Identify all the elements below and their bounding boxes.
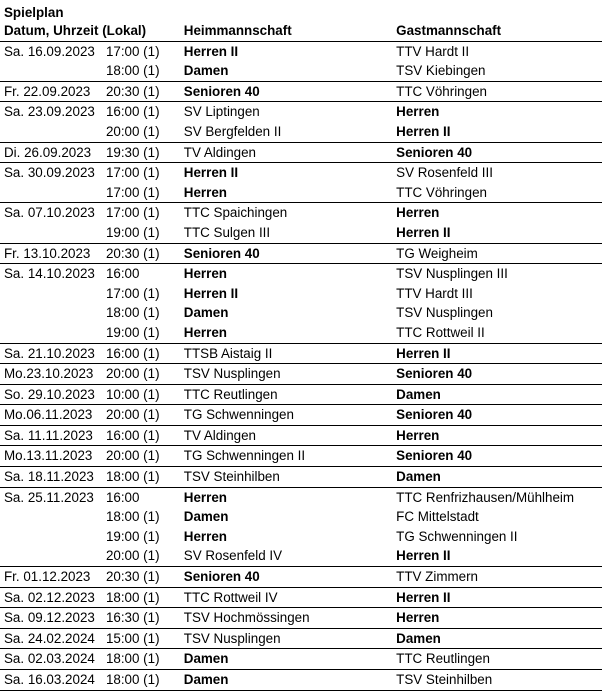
time-cell: 20:00 (1) — [102, 446, 180, 467]
date-cell: Sa. 07.10.2023 — [0, 203, 102, 223]
home-team-cell: TSV Steinhilben — [180, 467, 392, 488]
guest-team-cell: Damen — [392, 467, 602, 488]
date-cell: Fr. 22.09.2023 — [0, 81, 102, 102]
home-team-cell: Damen — [183, 509, 229, 525]
guest-team-cell: TTC Vöhringen — [392, 81, 602, 102]
time-cell: 19:30 (1) — [102, 142, 180, 163]
date-cell — [0, 122, 102, 142]
page-title: Spielplan — [4, 5, 64, 20]
time-cell: 18:00 (1) — [102, 587, 180, 608]
table-row — [0, 183, 602, 203]
home-team-cell: TTC Reutlingen — [180, 384, 392, 405]
home-team-cell: Senioren 40 — [180, 243, 392, 264]
time-cell: 18:00 (1) — [105, 509, 160, 525]
home-team-cell: Herren II — [183, 285, 239, 301]
table-row — [0, 163, 602, 183]
table-row — [0, 81, 602, 102]
date-cell: Sa. 16.09.2023 — [0, 41, 102, 61]
home-team-cell: TTSB Aistaig II — [180, 343, 392, 364]
table-row — [0, 41, 602, 61]
table-row — [0, 142, 602, 163]
time-cell: 19:00 (1) — [105, 324, 160, 340]
guest-team-cell: Herren — [392, 102, 602, 122]
time-cell: 20:30 (1) — [102, 243, 180, 264]
date-cell: Sa. 23.09.2023 — [0, 102, 102, 122]
header-guest: Gastmannschaft — [392, 21, 602, 41]
guest-team-cell: TTC Rottweil II — [396, 324, 485, 340]
time-cell: 20:30 (1) — [102, 81, 180, 102]
table-row — [0, 122, 602, 142]
home-team-cell: Damen — [183, 305, 229, 321]
guest-team-cell: Herren II — [396, 224, 451, 240]
table-row — [0, 264, 602, 284]
date-cell — [0, 223, 102, 243]
home-team-cell: Herren — [183, 184, 227, 200]
schedule-table — [0, 21, 602, 691]
date-cell: Sa. 02.12.2023 — [0, 587, 102, 608]
guest-team-cell: TTV Zimmern — [392, 567, 602, 588]
table-row — [0, 587, 602, 608]
guest-team-cell: Senioren 40 — [392, 364, 602, 385]
table-row — [0, 243, 602, 264]
time-cell: 17:00 (1) — [102, 203, 180, 223]
date-cell: Sa. 02.03.2024 — [0, 649, 102, 670]
date-cell — [0, 183, 102, 203]
table-row — [0, 467, 602, 488]
time-cell: 18:00 (1) — [102, 649, 180, 670]
table-row — [0, 527, 602, 547]
guest-team-cell: Senioren 40 — [392, 142, 602, 163]
guest-team-cell: TTC Vöhringen — [396, 184, 487, 200]
date-cell: Sa. 14.10.2023 — [0, 264, 102, 284]
date-cell: Sa. 09.12.2023 — [0, 608, 102, 629]
time-cell: 20:00 (1) — [105, 123, 160, 139]
time-cell: 16:30 (1) — [102, 608, 180, 629]
time-cell: 20:30 (1) — [102, 567, 180, 588]
home-team-cell: SV Liptingen — [180, 102, 392, 122]
guest-team-cell: Herren II — [396, 123, 451, 139]
table-row — [0, 323, 602, 343]
date-cell: Di. 26.09.2023 — [0, 142, 102, 163]
table-row — [0, 284, 602, 304]
table-row — [0, 425, 602, 446]
date-cell — [0, 284, 102, 304]
guest-team-cell: Herren II — [392, 587, 602, 608]
table-row — [0, 670, 602, 691]
table-row — [0, 608, 602, 629]
table-row — [0, 203, 602, 223]
table-row — [0, 405, 602, 426]
time-cell: 19:00 (1) — [105, 224, 160, 240]
time-cell: 16:00 — [102, 487, 180, 507]
guest-team-cell: Herren — [392, 608, 602, 629]
guest-team-cell: Herren — [392, 425, 602, 446]
time-cell: 17:00 (1) — [105, 285, 160, 301]
guest-team-cell: TSV Kiebingen — [396, 63, 486, 79]
home-team-cell: TG Schwenningen II — [180, 446, 392, 467]
date-cell — [0, 61, 102, 81]
time-cell: 17:00 (1) — [105, 184, 160, 200]
guest-team-cell: SV Rosenfeld III — [392, 163, 602, 183]
date-cell — [0, 507, 102, 527]
home-team-cell: Senioren 40 — [180, 567, 392, 588]
home-team-cell: TSV Nusplingen — [180, 628, 392, 649]
guest-team-cell: Herren II — [392, 343, 602, 364]
table-row — [0, 343, 602, 364]
home-team-cell: TV Aldingen — [180, 142, 392, 163]
date-cell: Sa. 16.03.2024 — [0, 670, 102, 691]
table-row — [0, 303, 602, 323]
home-team-cell: Herren — [183, 324, 227, 340]
home-team-cell: TSV Hochmössingen — [180, 608, 392, 629]
home-team-cell: Herren — [183, 528, 227, 544]
guest-team-cell: Damen — [392, 384, 602, 405]
date-cell: Sa. 25.11.2023 — [0, 487, 102, 507]
date-cell: Sa. 24.02.2024 — [0, 628, 102, 649]
guest-team-cell: Herren — [392, 203, 602, 223]
header-datetime: Datum, Uhrzeit (Lokal) — [0, 21, 180, 41]
date-cell — [0, 546, 102, 566]
time-cell: 18:00 (1) — [102, 670, 180, 691]
table-row — [0, 446, 602, 467]
table-row — [0, 102, 602, 122]
header-home: Heimmannschaft — [180, 21, 392, 41]
table-row — [0, 507, 602, 527]
table-row — [0, 649, 602, 670]
guest-team-cell: TTV Hardt III — [396, 285, 473, 301]
header-row — [0, 21, 602, 41]
guest-team-cell: TTC Renfrizhausen/Mühlheim — [392, 487, 602, 507]
home-team-cell: TSV Nusplingen — [180, 364, 392, 385]
date-cell — [0, 323, 102, 343]
guest-team-cell: TG Schwenningen II — [396, 528, 518, 544]
date-cell: Fr. 01.12.2023 — [0, 567, 102, 588]
table-row — [0, 61, 602, 81]
date-cell — [0, 527, 102, 547]
home-team-cell: TG Schwenningen — [180, 405, 392, 426]
guest-team-cell: TSV Nusplingen — [396, 305, 493, 321]
time-cell: 16:00 (1) — [102, 425, 180, 446]
guest-team-cell: TSV Steinhilben — [392, 670, 602, 691]
home-team-cell: Herren II — [180, 41, 392, 61]
guest-team-cell: Senioren 40 — [392, 446, 602, 467]
guest-team-cell: TTC Reutlingen — [392, 649, 602, 670]
date-cell: Mo.06.11.2023 — [0, 405, 102, 426]
table-row — [0, 487, 602, 507]
time-cell: 16:00 (1) — [102, 102, 180, 122]
date-cell — [0, 303, 102, 323]
table-row — [0, 567, 602, 588]
time-cell: 20:00 (1) — [102, 364, 180, 385]
home-team-cell: Damen — [180, 649, 392, 670]
date-cell: Sa. 18.11.2023 — [0, 467, 102, 488]
home-team-cell: Damen — [183, 63, 229, 79]
guest-team-cell: Senioren 40 — [392, 405, 602, 426]
time-cell: 20:00 (1) — [102, 405, 180, 426]
table-row — [0, 384, 602, 405]
home-team-cell: Senioren 40 — [180, 81, 392, 102]
guest-team-cell: TTV Hardt II — [392, 41, 602, 61]
time-cell: 10:00 (1) — [102, 384, 180, 405]
date-cell: Fr. 13.10.2023 — [0, 243, 102, 264]
time-cell: 17:00 (1) — [102, 163, 180, 183]
guest-team-cell: Damen — [392, 628, 602, 649]
time-cell: 15:00 (1) — [102, 628, 180, 649]
guest-team-cell: Herren II — [396, 548, 451, 564]
home-team-cell: Damen — [180, 670, 392, 691]
date-cell: Sa. 21.10.2023 — [0, 343, 102, 364]
home-team-cell: TTC Sulgen III — [183, 224, 271, 240]
schedule-body — [0, 41, 602, 690]
time-cell: 16:00 — [102, 264, 180, 284]
home-team-cell: Herren — [180, 264, 392, 284]
schedule-header — [0, 21, 602, 41]
table-row — [0, 628, 602, 649]
time-cell: 18:00 (1) — [105, 63, 160, 79]
table-row — [0, 364, 602, 385]
guest-team-cell: TSV Nusplingen III — [392, 264, 602, 284]
home-team-cell: SV Rosenfeld IV — [183, 548, 283, 564]
home-team-cell: TV Aldingen — [180, 425, 392, 446]
time-cell: 18:00 (1) — [105, 305, 160, 321]
guest-team-cell: TG Weigheim — [392, 243, 602, 264]
home-team-cell: SV Bergfelden II — [183, 123, 282, 139]
date-cell: Sa. 30.09.2023 — [0, 163, 102, 183]
date-cell: Sa. 11.11.2023 — [0, 425, 102, 446]
date-cell: Mo.23.10.2023 — [0, 364, 102, 385]
time-cell: 20:00 (1) — [105, 548, 160, 564]
date-cell: Mo.13.11.2023 — [0, 446, 102, 467]
time-cell: 19:00 (1) — [105, 528, 160, 544]
guest-team-cell: FC Mittelstadt — [396, 509, 479, 525]
time-cell: 16:00 (1) — [102, 343, 180, 364]
table-row — [0, 546, 602, 566]
home-team-cell: Herren — [180, 487, 392, 507]
home-team-cell: Herren II — [180, 163, 392, 183]
home-team-cell: TTC Spaichingen — [180, 203, 392, 223]
time-cell: 18:00 (1) — [102, 467, 180, 488]
time-cell: 17:00 (1) — [102, 41, 180, 61]
date-cell: So. 29.10.2023 — [0, 384, 102, 405]
table-row — [0, 223, 602, 243]
home-team-cell: TTC Rottweil IV — [180, 587, 392, 608]
